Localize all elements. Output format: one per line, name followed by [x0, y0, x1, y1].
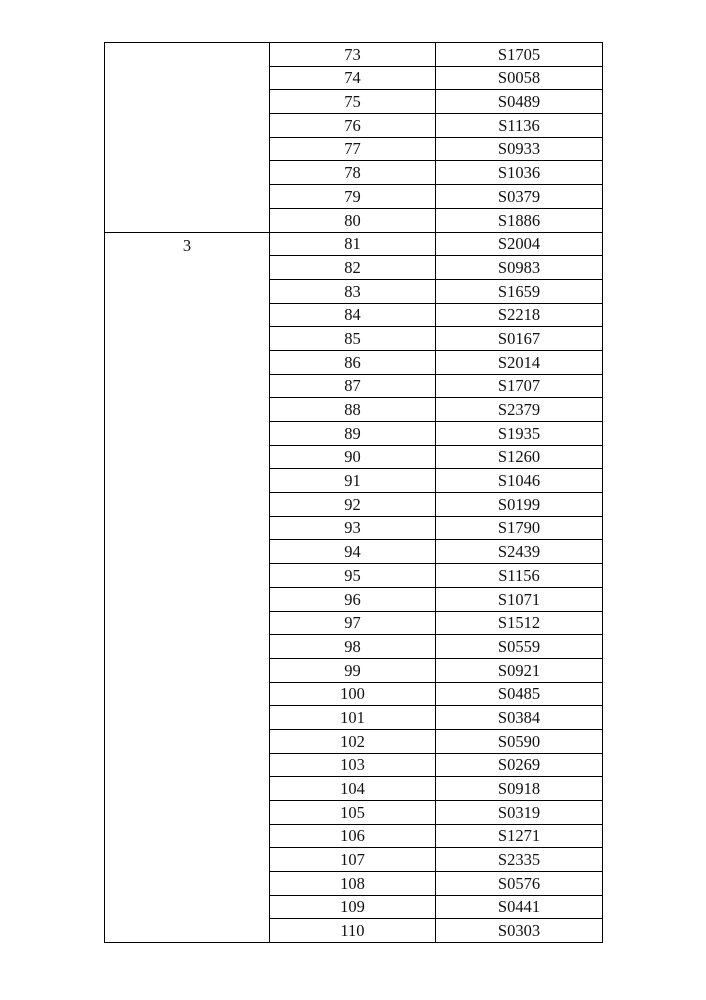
- sequence-number-cell: 80: [270, 208, 436, 232]
- sequence-number-cell: 79: [270, 185, 436, 209]
- code-cell: S0058: [436, 66, 603, 90]
- code-cell: S1512: [436, 611, 603, 635]
- code-cell: S0933: [436, 137, 603, 161]
- sequence-number-cell: 86: [270, 350, 436, 374]
- sequence-number-cell: 85: [270, 327, 436, 351]
- code-cell: S0983: [436, 256, 603, 280]
- code-cell: S0384: [436, 706, 603, 730]
- sequence-number-cell: 82: [270, 256, 436, 280]
- sequence-number-cell: 83: [270, 279, 436, 303]
- sequence-number-cell: 95: [270, 564, 436, 588]
- code-cell: S1260: [436, 445, 603, 469]
- code-cell: S1659: [436, 279, 603, 303]
- code-cell: S1886: [436, 208, 603, 232]
- code-cell: S0489: [436, 90, 603, 114]
- code-cell: S1156: [436, 564, 603, 588]
- code-cell: S0921: [436, 658, 603, 682]
- group-label-cell: 3: [105, 232, 270, 943]
- sequence-number-cell: 73: [270, 43, 436, 67]
- code-cell: S2218: [436, 303, 603, 327]
- code-cell: S2379: [436, 398, 603, 422]
- sequence-number-cell: 88: [270, 398, 436, 422]
- table-row: [105, 43, 603, 67]
- sequence-number-cell: 108: [270, 872, 436, 896]
- code-cell: S0485: [436, 682, 603, 706]
- code-cell: S0199: [436, 493, 603, 517]
- sequence-number-cell: 94: [270, 540, 436, 564]
- sequence-number-cell: 76: [270, 114, 436, 138]
- sequence-number-cell: 101: [270, 706, 436, 730]
- code-cell: S0918: [436, 777, 603, 801]
- sequence-number-cell: 96: [270, 587, 436, 611]
- code-cell: S1935: [436, 422, 603, 446]
- sequence-number-cell: 104: [270, 777, 436, 801]
- code-cell: S0319: [436, 801, 603, 825]
- sequence-number-cell: 74: [270, 66, 436, 90]
- sequence-number-cell: 77: [270, 137, 436, 161]
- table-body: [105, 43, 603, 943]
- code-cell: S1707: [436, 374, 603, 398]
- sequence-number-cell: 93: [270, 516, 436, 540]
- sequence-number-cell: 84: [270, 303, 436, 327]
- code-cell: S0379: [436, 185, 603, 209]
- code-cell: S1271: [436, 824, 603, 848]
- sequence-number-cell: 78: [270, 161, 436, 185]
- sequence-number-cell: 105: [270, 801, 436, 825]
- code-cell: S0441: [436, 895, 603, 919]
- group-label-cell: [105, 43, 270, 233]
- sequence-number-cell: 89: [270, 422, 436, 446]
- sequence-number-cell: 81: [270, 232, 436, 256]
- code-cell: S2439: [436, 540, 603, 564]
- code-cell: S0269: [436, 753, 603, 777]
- sequence-number-cell: 91: [270, 469, 436, 493]
- group-assignment-table: [104, 42, 603, 943]
- sequence-number-cell: 110: [270, 919, 436, 943]
- code-cell: S1046: [436, 469, 603, 493]
- sequence-number-cell: 106: [270, 824, 436, 848]
- sequence-number-cell: 75: [270, 90, 436, 114]
- sequence-number-cell: 99: [270, 658, 436, 682]
- sequence-number-cell: 107: [270, 848, 436, 872]
- sequence-number-cell: 109: [270, 895, 436, 919]
- code-cell: S0576: [436, 872, 603, 896]
- code-cell: S0303: [436, 919, 603, 943]
- code-cell: S0590: [436, 729, 603, 753]
- sequence-number-cell: 102: [270, 729, 436, 753]
- sequence-number-cell: 90: [270, 445, 436, 469]
- sequence-number-cell: 100: [270, 682, 436, 706]
- code-cell: S2335: [436, 848, 603, 872]
- sequence-number-cell: 98: [270, 635, 436, 659]
- sequence-number-cell: 92: [270, 493, 436, 517]
- code-cell: S1136: [436, 114, 603, 138]
- code-cell: S2004: [436, 232, 603, 256]
- sequence-number-cell: 103: [270, 753, 436, 777]
- code-cell: S1071: [436, 587, 603, 611]
- table-row: [105, 232, 603, 256]
- code-cell: S1790: [436, 516, 603, 540]
- code-cell: S1036: [436, 161, 603, 185]
- sequence-number-cell: 87: [270, 374, 436, 398]
- code-cell: S0559: [436, 635, 603, 659]
- sequence-number-cell: 97: [270, 611, 436, 635]
- code-cell: S1705: [436, 43, 603, 67]
- code-cell: S2014: [436, 350, 603, 374]
- code-cell: S0167: [436, 327, 603, 351]
